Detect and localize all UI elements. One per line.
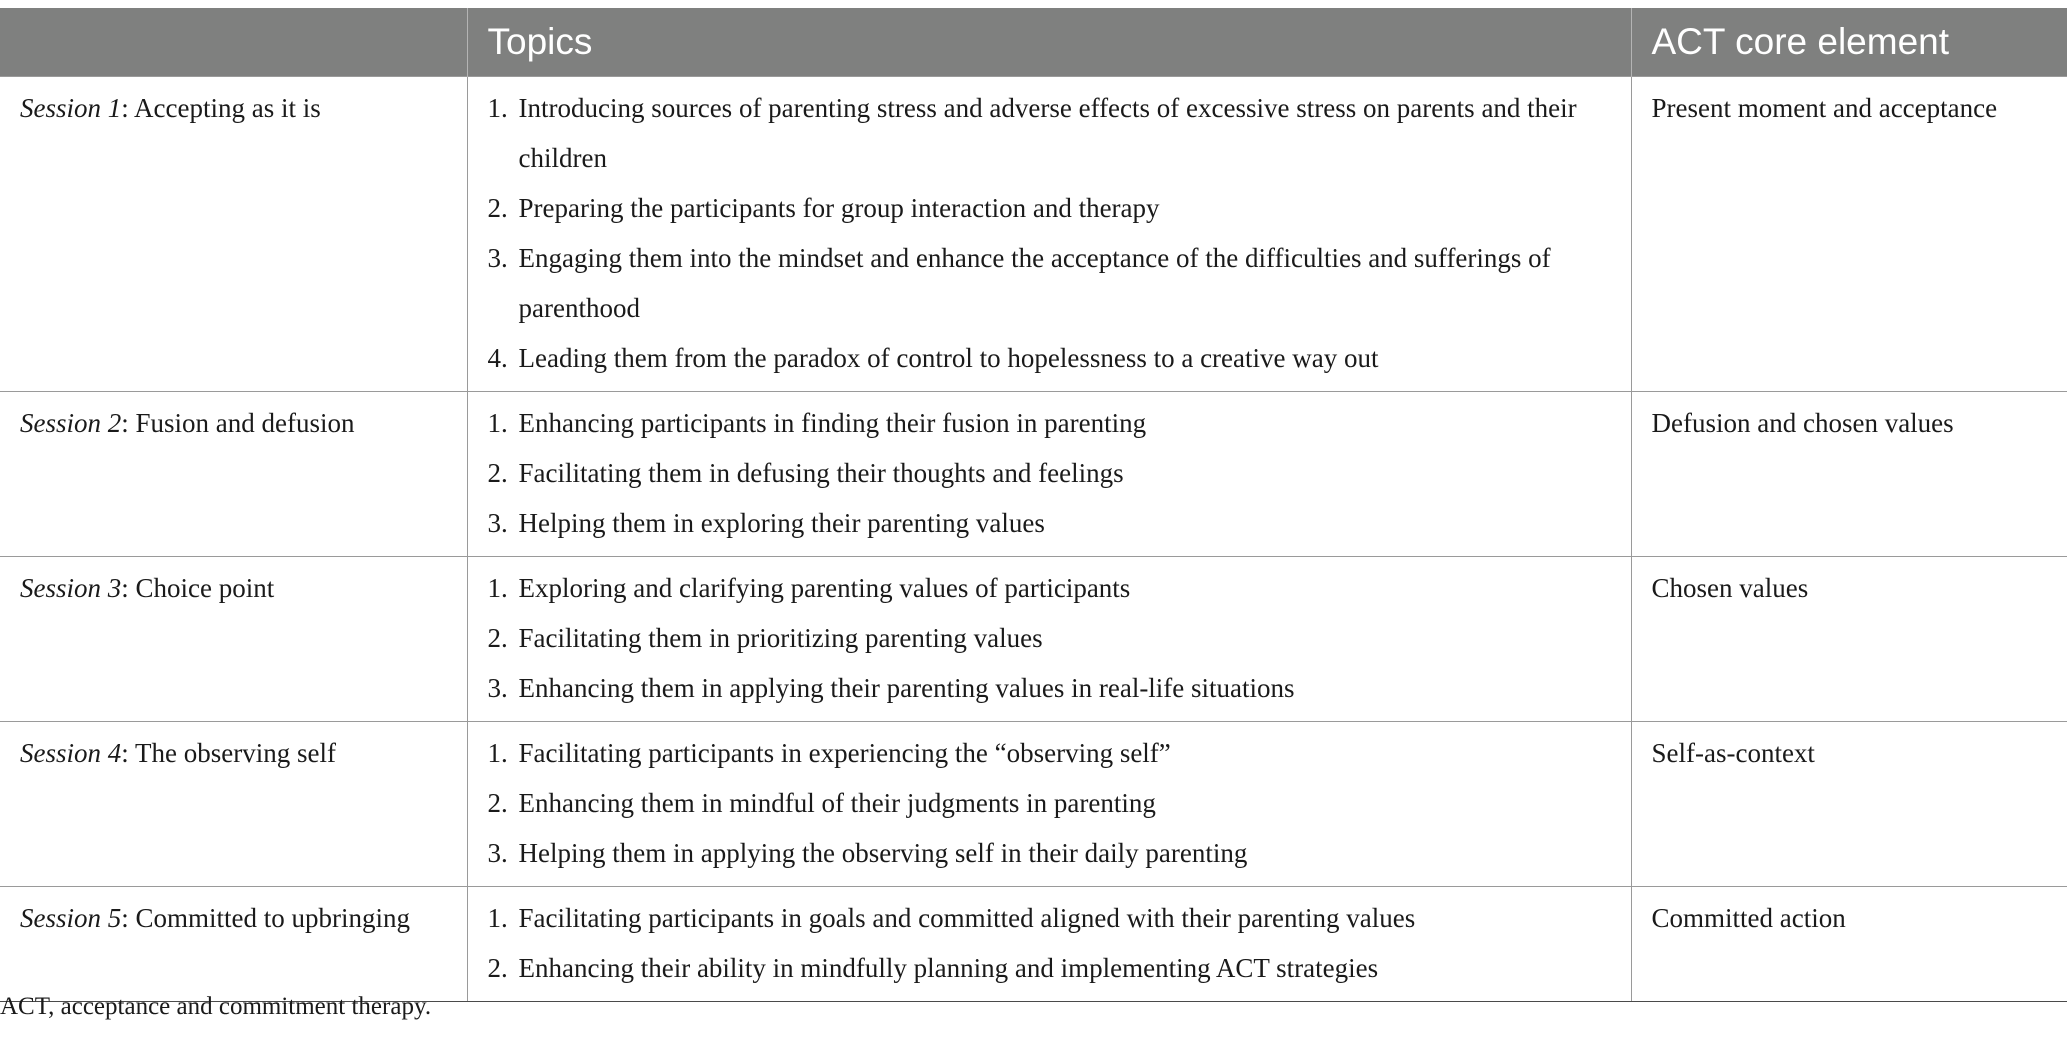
- session-label: Session 2: [20, 408, 122, 438]
- topic-number: 1.: [487, 408, 508, 438]
- sessions-table: [0, 8, 2067, 1002]
- topic-text: Preparing the participants for group interaction and therapy: [518, 193, 1160, 223]
- topic-item: [488, 828, 1611, 878]
- topic-number: 3.: [487, 243, 508, 273]
- topic-item: [488, 233, 1611, 333]
- topic-text: Enhancing them in mindful of their judgments in parenting: [518, 788, 1156, 818]
- session-title: : The observing self: [121, 738, 336, 768]
- topic-item: [488, 728, 1611, 778]
- topic-item: [488, 943, 1611, 993]
- topic-number: 4.: [487, 343, 508, 373]
- topic-text: Facilitating them in prioritizing parenting values: [518, 623, 1043, 653]
- topic-number: 2.: [487, 953, 508, 983]
- header-topics: Topics: [467, 8, 1631, 77]
- topic-text: Exploring and clarifying parenting values of participants: [518, 573, 1131, 603]
- session-cell: [0, 77, 467, 392]
- table-container: [0, 8, 2067, 1002]
- topic-number: 1.: [487, 903, 508, 933]
- topic-item: [488, 613, 1611, 663]
- topic-text: Introducing sources of parenting stress and adverse effects of excessive stress on parents and their children: [518, 93, 1577, 173]
- topic-text: Facilitating participants in experiencing the “observing self”: [518, 738, 1171, 768]
- table-footnote: ACT, acceptance and commitment therapy.: [0, 993, 432, 1020]
- header-session: [0, 8, 467, 77]
- topic-item: [488, 183, 1611, 233]
- table-row: [0, 557, 2067, 722]
- session-cell: [0, 557, 467, 722]
- header-act-core-element: ACT core element: [1631, 8, 2067, 77]
- topics-cell: [467, 557, 1631, 722]
- topics-list: [488, 728, 1611, 878]
- session-cell: [0, 722, 467, 887]
- topics-cell: [467, 392, 1631, 557]
- topic-item: [488, 333, 1611, 383]
- topics-list: [488, 398, 1611, 548]
- topic-item: [488, 398, 1611, 448]
- topic-number: 2.: [487, 623, 508, 653]
- session-cell: [0, 887, 467, 1002]
- topic-text: Engaging them into the mindset and enhance the acceptance of the difficulties and sufferings of parenthood: [518, 243, 1551, 323]
- topic-text: Facilitating them in defusing their thoughts and feelings: [518, 458, 1124, 488]
- core-element-cell: Present moment and acceptance: [1631, 77, 2067, 392]
- topic-item: [488, 663, 1611, 713]
- session-label: Session 1: [20, 93, 122, 123]
- session-label: Session 4: [20, 738, 122, 768]
- topics-list: [488, 83, 1611, 383]
- table-row: [0, 77, 2067, 392]
- topic-number: 3.: [487, 673, 508, 703]
- table-header-row: [0, 8, 2067, 77]
- session-title: : Committed to upbringing: [121, 903, 410, 933]
- topics-cell: [467, 77, 1631, 392]
- table-row: [0, 722, 2067, 887]
- topic-item: [488, 498, 1611, 548]
- core-element-cell: Defusion and chosen values: [1631, 392, 2067, 557]
- table-row: [0, 887, 2067, 1002]
- table-body: [0, 77, 2067, 1002]
- topic-number: 1.: [487, 573, 508, 603]
- topic-text: Helping them in exploring their parenting values: [518, 508, 1045, 538]
- core-element-cell: Chosen values: [1631, 557, 2067, 722]
- session-title: : Fusion and defusion: [121, 408, 355, 438]
- session-title: : Accepting as it is: [121, 93, 321, 123]
- topics-cell: [467, 887, 1631, 1002]
- topic-number: 2.: [487, 788, 508, 818]
- core-element-cell: Committed action: [1631, 887, 2067, 1002]
- topics-cell: [467, 722, 1631, 887]
- topic-item: [488, 83, 1611, 183]
- topic-item: [488, 448, 1611, 498]
- topic-text: Enhancing them in applying their parenting values in real-life situations: [518, 673, 1295, 703]
- session-title: : Choice point: [121, 573, 275, 603]
- topic-number: 2.: [487, 458, 508, 488]
- topic-text: Enhancing their ability in mindfully planning and implementing ACT strategies: [518, 953, 1379, 983]
- topic-number: 2.: [487, 193, 508, 223]
- topic-number: 1.: [487, 93, 508, 123]
- session-label: Session 5: [20, 903, 122, 933]
- topic-item: [488, 893, 1611, 943]
- topic-number: 3.: [487, 508, 508, 538]
- session-label: Session 3: [20, 573, 122, 603]
- topic-number: 3.: [487, 838, 508, 868]
- session-cell: [0, 392, 467, 557]
- topics-list: [488, 563, 1611, 713]
- core-element-cell: Self-as-context: [1631, 722, 2067, 887]
- topic-text: Helping them in applying the observing self in their daily parenting: [518, 838, 1248, 868]
- topic-text: Leading them from the paradox of control to hopelessness to a creative way out: [518, 343, 1379, 373]
- topic-text: Enhancing participants in finding their fusion in parenting: [518, 408, 1147, 438]
- topic-item: [488, 563, 1611, 613]
- topic-text: Facilitating participants in goals and committed aligned with their parenting values: [518, 903, 1416, 933]
- table-row: [0, 392, 2067, 557]
- topics-list: [488, 893, 1611, 993]
- topic-item: [488, 778, 1611, 828]
- topic-number: 1.: [487, 738, 508, 768]
